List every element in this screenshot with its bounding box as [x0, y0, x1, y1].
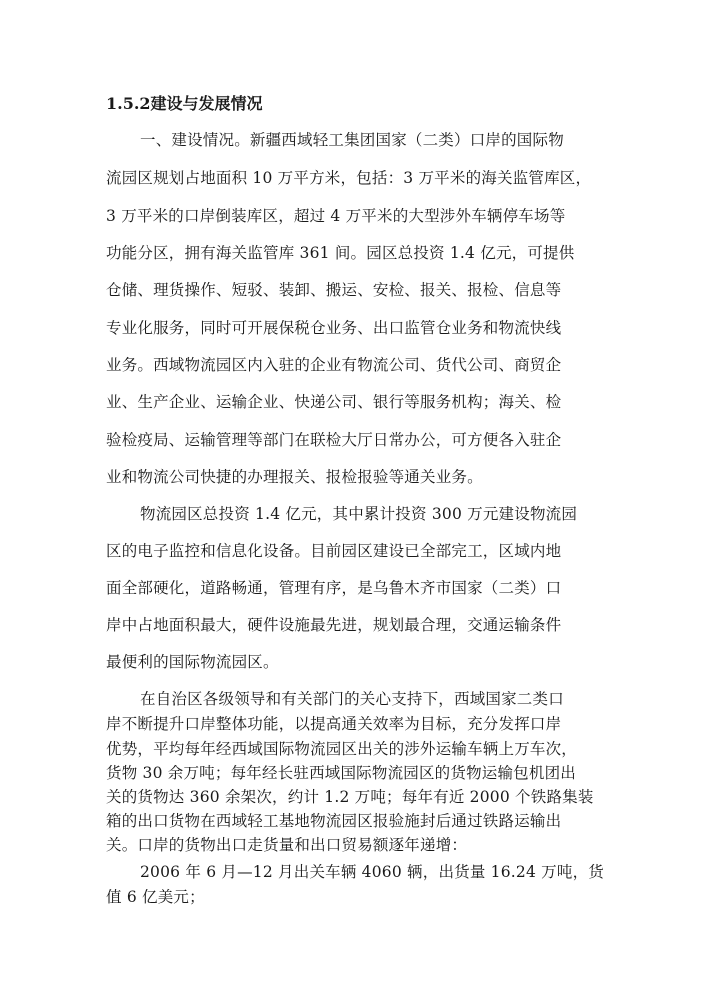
paragraph-2-line: 物流园区总投资 1.4 亿元，其中累计投资 300 万元建设物流园	[140, 505, 578, 523]
paragraph-2-line: 区的电子监控和信息化设备。目前园区建设已全部完工，区域内地	[106, 542, 562, 560]
paragraph-1-line: 一、建设情况。新疆西域轻工集团国家（二类）口岸的国际物	[140, 131, 564, 149]
paragraph-1-line: 仓储、理货操作、短驳、装卸、搬运、安检、报关、报检、信息等	[106, 281, 562, 299]
paragraph-2-line: 最便利的国际物流园区。	[106, 653, 279, 671]
paragraph-3-line: 关。口岸的货物出口走货量和出口贸易额逐年递增：	[106, 836, 468, 854]
paragraph-3-line: 优势，平均每年经西域国际物流园区出关的涉外运输车辆上万车次，	[106, 740, 578, 758]
paragraph-3-line: 箱的出口货物在西域轻工基地物流园区报验施封后通过铁路运输出	[106, 812, 562, 830]
paragraph-2-line: 岸中占地面积最大，硬件设施最先进，规划最合理，交通运输条件	[106, 616, 562, 634]
paragraph-1-line: 验检疫局、运输管理等部门在联检大厅日常办公，可方便各入驻企	[106, 431, 562, 449]
paragraph-3-line: 在自治区各级领导和有关部门的关心支持下，西域国家二类口	[140, 690, 564, 708]
section-heading: 1.5.2建设与发展情况	[106, 94, 263, 113]
paragraph-1-line: 功能分区，拥有海关监管库 361 间。园区总投资 1.4 亿元，可提供	[106, 244, 575, 262]
paragraph-3-line: 岸不断提升口岸整体功能，以提高通关效率为目标，充分发挥口岸	[106, 715, 562, 733]
paragraph-2-line: 面全部硬化，道路畅通，管理有序，是乌鲁木齐市国家（二类）口	[106, 579, 562, 597]
paragraph-1-line: 专业化服务，同时可开展保税仓业务、出口监管仓业务和物流快线	[106, 319, 562, 337]
paragraph-1-line: 业、生产企业、运输企业、快递公司、银行等服务机构；海关、检	[106, 393, 562, 411]
paragraph-3-line: 货物 30 余万吨；每年经长驻西域国际物流园区的货物运输包机团出	[106, 764, 576, 782]
paragraph-4-line: 2006 年 6 月—12 月出关车辆 4060 辆，出货量 16.24 万吨，货	[140, 863, 604, 881]
paragraph-1-line: 业和物流公司快捷的办理报关、报检报验等通关业务。	[106, 468, 483, 486]
paragraph-1-line: 3 万平米的口岸倒装库区，超过 4 万平米的大型涉外车辆停车场等	[106, 207, 566, 225]
paragraph-1-line: 业务。西域物流园区内入驻的企业有物流公司、货代公司、商贸企	[106, 356, 562, 374]
paragraph-3-line: 关的货物达 360 余架次，约计 1.2 万吨；每年有近 2000 个铁路集装	[106, 788, 594, 806]
paragraph-1-line: 流园区规划占地面积 10 万平方米，包括：3 万平米的海关监管库区，	[106, 169, 592, 187]
paragraph-4-line: 值 6 亿美元；	[106, 888, 205, 906]
